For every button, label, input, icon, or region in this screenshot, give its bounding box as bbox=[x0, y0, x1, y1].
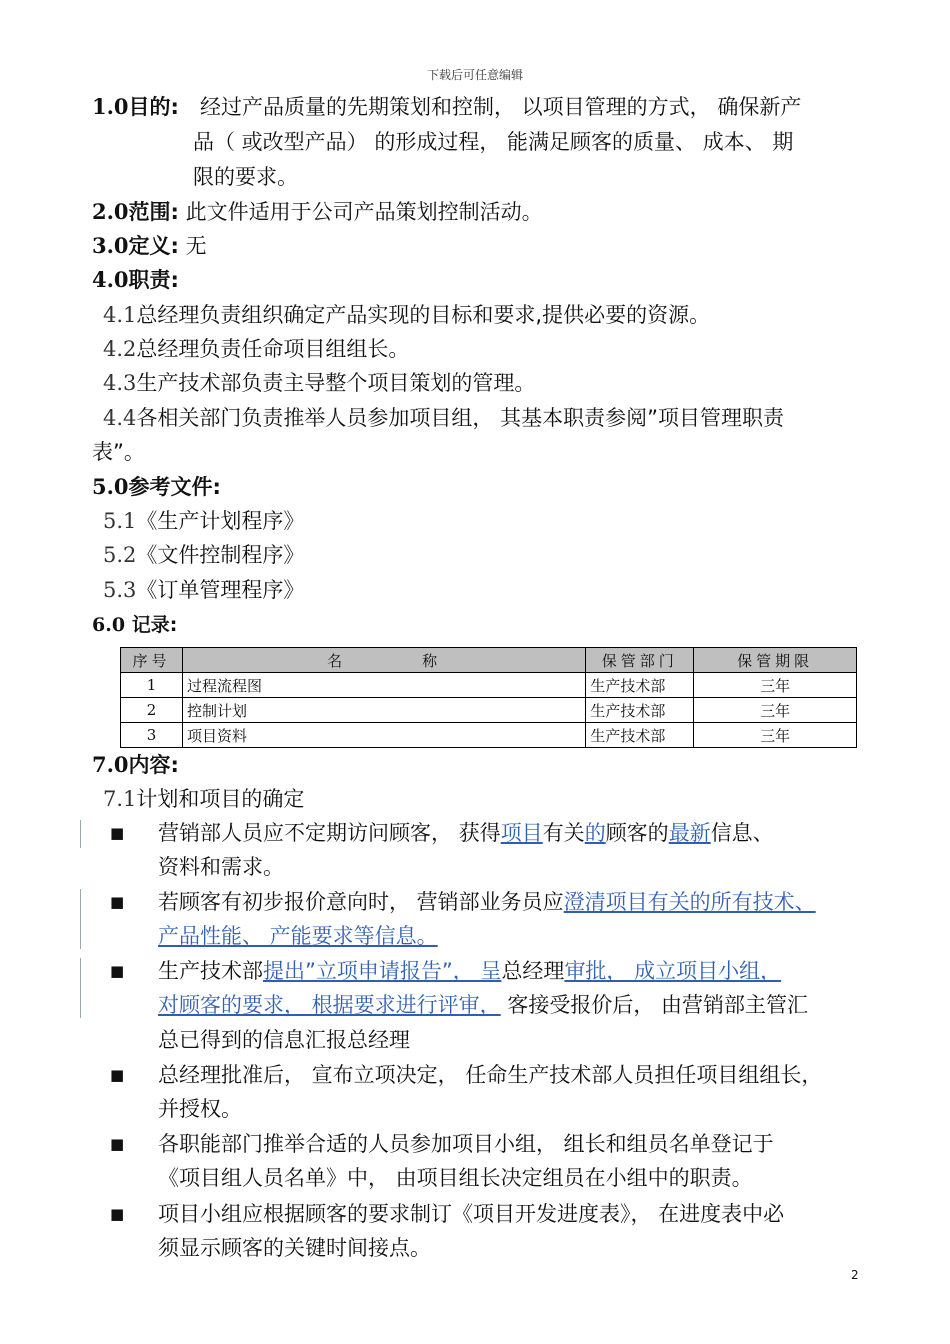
bullet-3-line-1 bbox=[158, 956, 781, 986]
bullet-icon: ■ bbox=[110, 824, 125, 842]
section-3-colon: : bbox=[170, 234, 179, 258]
section-7-title: 内容 bbox=[128, 753, 171, 777]
cell-dept: 生产技术部 bbox=[586, 698, 694, 723]
section-4-colon: : bbox=[170, 268, 179, 292]
section-2-text: 此文件适用于公司产品策划控制活动。 bbox=[185, 200, 543, 224]
section-1-heading bbox=[92, 92, 179, 122]
section-2-number: 2.0 bbox=[92, 199, 129, 224]
cell-name: 控制计划 bbox=[182, 698, 585, 723]
records-table bbox=[120, 647, 857, 748]
page-number: 2 bbox=[851, 1268, 859, 1282]
bullet-3-link-review[interactable]: 对顾客的要求， 根据要求进行评审， bbox=[158, 993, 501, 1017]
bullet-icon: ■ bbox=[110, 1135, 125, 1153]
section-4-title: 职责 bbox=[128, 268, 171, 292]
section-6-colon: : bbox=[169, 614, 178, 636]
revision-bar bbox=[80, 820, 81, 848]
bullet-1-line-1 bbox=[158, 818, 774, 848]
bullet-1-text-c: 顾客的 bbox=[605, 821, 669, 845]
bullet-1-text-a: 营销部人员应不定期访问顾客， 获得 bbox=[158, 821, 501, 845]
section-1-colon: : bbox=[170, 95, 179, 119]
cell-name: 过程流程图 bbox=[182, 673, 585, 698]
section-4-number: 4.0 bbox=[92, 267, 129, 292]
section-6-number: 6.0 bbox=[92, 614, 126, 636]
cell-dept: 生产技术部 bbox=[586, 673, 694, 698]
bullet-3-line-2 bbox=[158, 990, 808, 1020]
bullet-4-line-2: 并授权。 bbox=[158, 1097, 242, 1121]
bullet-1-link-project[interactable]: 项目 bbox=[500, 821, 543, 845]
item-4-3-text: 生产技术部负责主导整个项目策划的管理。 bbox=[136, 371, 536, 395]
bullet-2-link-clarify[interactable]: 澄清项目有关的所有技术、 bbox=[563, 890, 816, 914]
bullet-3-text-b: 总经理 bbox=[501, 959, 565, 983]
bullet-6-line-1: 项目小组应根据顾客的要求制订《项目开发进度表》， 在进度表中必 bbox=[158, 1202, 785, 1226]
item-4-2 bbox=[103, 334, 409, 364]
section-3 bbox=[92, 231, 207, 261]
bullet-2-link-line-2[interactable]: 产品性能、 产能要求等信息。 bbox=[158, 924, 438, 948]
item-7-1-text: 计划和项目的确定 bbox=[136, 787, 305, 811]
bullet-6-line-2: 须显示顾客的关键时间接点。 bbox=[158, 1236, 431, 1260]
item-4-2-text: 总经理负责任命项目组组长。 bbox=[136, 337, 410, 361]
section-3-number: 3.0 bbox=[92, 233, 129, 258]
section-1-title: 目的 bbox=[128, 95, 171, 119]
cell-name: 项目资料 bbox=[182, 723, 585, 748]
item-5-3-text: 《订单管理程序》 bbox=[136, 578, 305, 602]
section-1-line-3: 限的要求。 bbox=[193, 165, 298, 189]
item-7-1-number: 7.1 bbox=[103, 787, 137, 811]
table-row bbox=[121, 698, 857, 723]
cell-no: 2 bbox=[121, 698, 183, 723]
item-5-1-number: 5.1 bbox=[103, 509, 137, 533]
section-5-title: 参考文件 bbox=[128, 475, 213, 499]
item-5-2-text: 《文件控制程序》 bbox=[136, 543, 305, 567]
section-1-line-1: 经过产品质量的先期策划和控制， 以项目管理的方式， 确保新产 bbox=[200, 95, 802, 119]
item-5-1-text: 《生产计划程序》 bbox=[136, 509, 305, 533]
section-1-number: 1.0 bbox=[92, 94, 129, 119]
item-4-3-number: 4.3 bbox=[103, 371, 137, 395]
col-header-no: 序号 bbox=[121, 648, 183, 673]
cell-dept: 生产技术部 bbox=[586, 723, 694, 748]
item-5-2-number: 5.2 bbox=[103, 543, 137, 567]
cell-no: 3 bbox=[121, 723, 183, 748]
section-2 bbox=[92, 197, 543, 227]
section-6-title: 记录 bbox=[131, 614, 170, 636]
item-4-4-number: 4.4 bbox=[103, 406, 137, 430]
item-4-1-number: 4.1 bbox=[103, 303, 137, 327]
section-5-number: 5.0 bbox=[92, 474, 129, 499]
revision-bar bbox=[80, 958, 81, 1018]
item-5-2 bbox=[103, 540, 304, 570]
bullet-3-link-approve[interactable]: 审批， 成立项目小组， bbox=[564, 959, 782, 983]
bullet-icon: ■ bbox=[110, 1066, 125, 1084]
bullet-1-text-b: 有关 bbox=[542, 821, 585, 845]
section-2-title: 范围 bbox=[128, 200, 171, 224]
col-header-period: 保管期限 bbox=[694, 648, 857, 673]
bullet-1-line-2: 资料和需求。 bbox=[158, 855, 284, 879]
item-4-2-number: 4.2 bbox=[103, 337, 137, 361]
section-6-heading bbox=[92, 610, 177, 640]
col-header-dept: 保管部门 bbox=[586, 648, 694, 673]
bullet-icon: ■ bbox=[110, 893, 125, 911]
item-5-1 bbox=[103, 506, 304, 536]
item-4-4-continuation: 表”。 bbox=[92, 440, 145, 464]
item-5-3-number: 5.3 bbox=[103, 578, 137, 602]
bullet-5-line-2: 《项目组人员名单》中， 由项目组长决定组员在小组中的职责。 bbox=[158, 1166, 753, 1190]
bullet-2-line-1 bbox=[158, 887, 816, 917]
section-1-line-2: 品（ 或改型产品） 的形成过程， 能满足顾客的质量、 成本、 期 bbox=[193, 130, 794, 154]
cell-no: 1 bbox=[121, 673, 183, 698]
item-4-4-text: 各相关部门负责推举人员参加项目组， 其基本职责参阅”项目管理职责 bbox=[136, 406, 784, 430]
table-row bbox=[121, 673, 857, 698]
bullet-4-line-1: 总经理批准后， 宣布立项决定， 任命生产技术部人员担任项目组组长， bbox=[158, 1063, 823, 1087]
table-row bbox=[121, 723, 857, 748]
revision-bar bbox=[80, 889, 81, 949]
section-7-colon: : bbox=[170, 753, 179, 777]
bullet-3-link-propose[interactable]: 提出”立项申请报告”， 呈 bbox=[263, 959, 502, 983]
item-4-1-text: 总经理负责组织确定产品实现的目标和要求,提供必要的资源。 bbox=[136, 303, 711, 327]
cell-period: 三年 bbox=[694, 723, 857, 748]
table-header-row bbox=[121, 648, 857, 673]
section-5-heading bbox=[92, 472, 221, 502]
section-3-text: 无 bbox=[185, 234, 207, 258]
item-4-3 bbox=[103, 368, 535, 398]
item-4-4 bbox=[103, 403, 784, 433]
section-3-title: 定义 bbox=[128, 234, 171, 258]
item-5-3 bbox=[103, 575, 304, 605]
bullet-3-text-c: 客接受报价后， 由营销部主管汇 bbox=[500, 993, 809, 1017]
section-7-heading bbox=[92, 750, 179, 780]
section-5-colon: : bbox=[212, 475, 221, 499]
cell-period: 三年 bbox=[694, 698, 857, 723]
bullet-3-line-3: 总已得到的信息汇报总经理 bbox=[158, 1028, 410, 1052]
col-header-name: 名 称 bbox=[182, 648, 585, 673]
bullet-3-text-a: 生产技术部 bbox=[158, 959, 263, 983]
page-header: 下载后可任意编辑 bbox=[426, 68, 523, 82]
bullet-2-text-a: 若顾客有初步报价意向时， 营销部业务员应 bbox=[158, 890, 564, 914]
item-7-1 bbox=[103, 784, 304, 814]
bullet-icon: ■ bbox=[110, 1205, 125, 1223]
section-4-heading bbox=[92, 265, 179, 295]
bullet-1-link-of[interactable]: 的 bbox=[584, 821, 606, 845]
bullet-1-text-d: 信息、 bbox=[710, 821, 774, 845]
bullet-1-link-latest[interactable]: 最新 bbox=[668, 821, 711, 845]
item-4-1 bbox=[103, 300, 710, 330]
section-2-colon: : bbox=[170, 200, 179, 224]
bullet-icon: ■ bbox=[110, 962, 125, 980]
cell-period: 三年 bbox=[694, 673, 857, 698]
bullet-5-line-1: 各职能部门推举合适的人员参加项目小组， 组长和组员名单登记于 bbox=[158, 1132, 774, 1156]
section-7-number: 7.0 bbox=[92, 752, 129, 777]
